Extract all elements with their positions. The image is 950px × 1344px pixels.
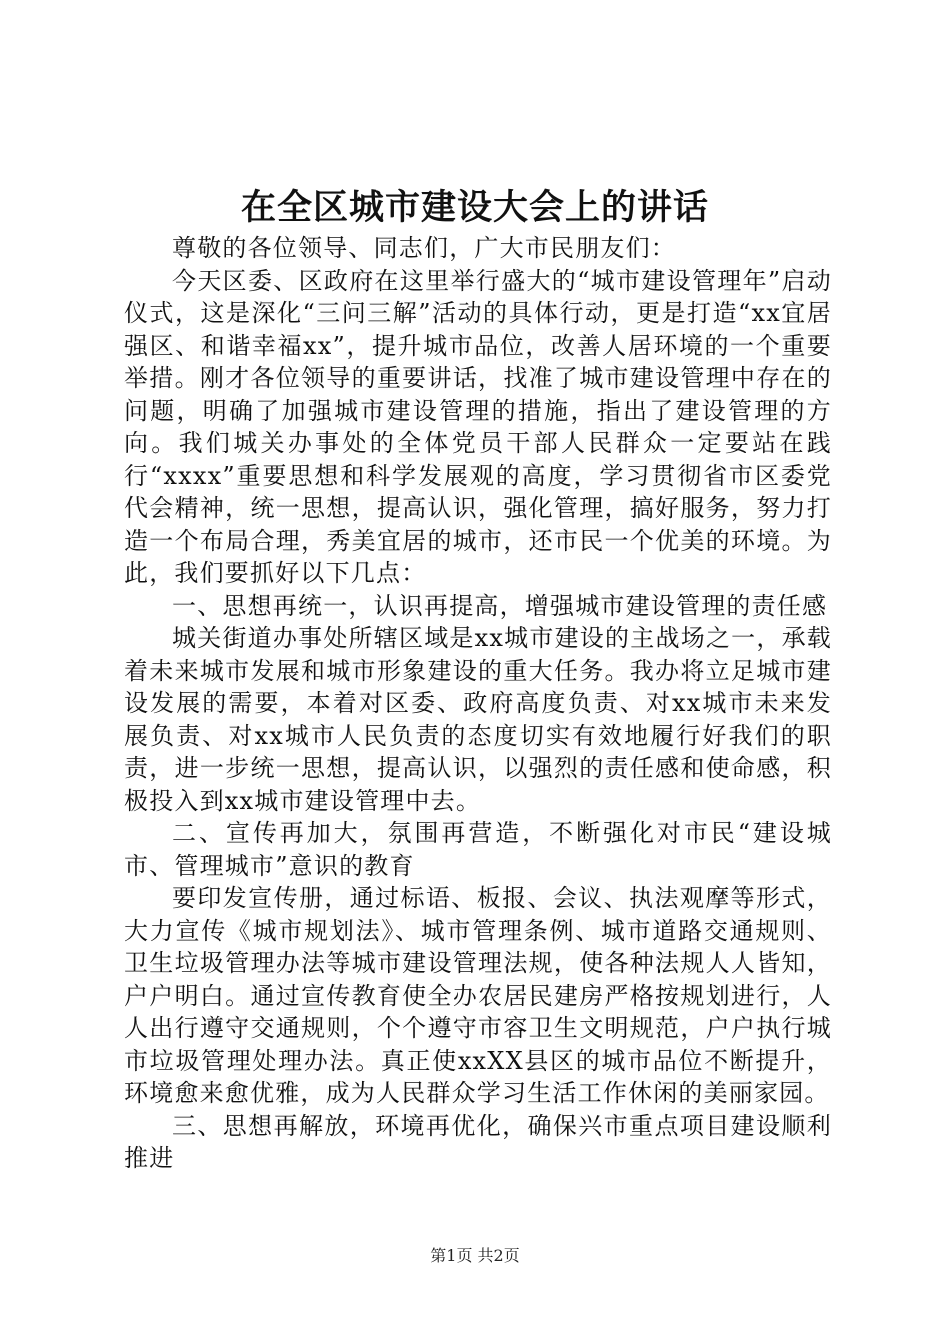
salutation-paragraph: 尊敬的各位领导、同志们，广大市民朋友们： bbox=[172, 234, 676, 262]
section-heading-1: 一、思想再统一，认识再提高，增强城市建设管理的责任感 bbox=[172, 591, 828, 620]
document-body bbox=[124, 232, 832, 1175]
document-title: 在全区城市建设大会上的讲话 bbox=[240, 187, 709, 228]
section-body-2: 要印发宣传册，通过标语、板报、会议、执法观摩等形式，大力宣传《城市规划法》、城市管理条例、城市道路交通规则、卫生垃圾管理办法等城市建设管理法规，使各种法规人人皆知，户户明白。通过宣传教育使全办农居民建房严格按规划进行，人人出行遵守交通规则，个个遵守市容卫生文明规范，户户执行城市垃圾管理处理办法。真正使xxXX县区的城市品位不断提升，环境愈来愈优雅，成为人民群众学习生活工作休闲的美丽家园。 bbox=[124, 884, 832, 1107]
section-heading-3: 三、思想再解放，环境再优化，确保兴市重点项目建设顺利推进 bbox=[124, 1111, 832, 1172]
intro-paragraph: 今天区委、区政府在这里举行盛大的“城市建设管理年”启动仪式，这是深化“三问三解”活动的具体行动，更是打造“xx宜居强区、和谐幸福xx”，提升城市品位，改善人居环境的一个重要举措。刚才各位领导的重要讲话，找准了城市建设管理中存在的问题，明确了加强城市建设管理的措施，指出了建设管理的方向。我们城关办事处的全体党员干部人民群众一定要站在践行“xxxx”重要思想和科学发展观的高度，学习贯彻省市区委党代会精神，统一思想，提高认识，强化管理，搞好服务，努力打造一个布局合理，秀美宜居的城市，还市民一个优美的环境。为此，我们要抓好以下几点： bbox=[124, 266, 832, 587]
section-heading-2: 二、宣传再加大，氛围再营造，不断强化对市民“建设城市、管理城市”意识的教育 bbox=[124, 819, 832, 880]
section-body-1: 城关街道办事处所辖区域是xx城市建设的主战场之一，承载着未来城市发展和城市形象建设的重大任务。我办将立足城市建设发展的需要，本着对区委、政府高度负责、对xx城市未来发展负责、对xx城市人民负责的态度切实有效地履行好我们的职责，进一步统一思想，提高认识，以强烈的责任感和使命感，积极投入到xx城市建设管理中去。 bbox=[124, 624, 832, 815]
page-footer: 第1页 共2页 bbox=[430, 1246, 520, 1265]
